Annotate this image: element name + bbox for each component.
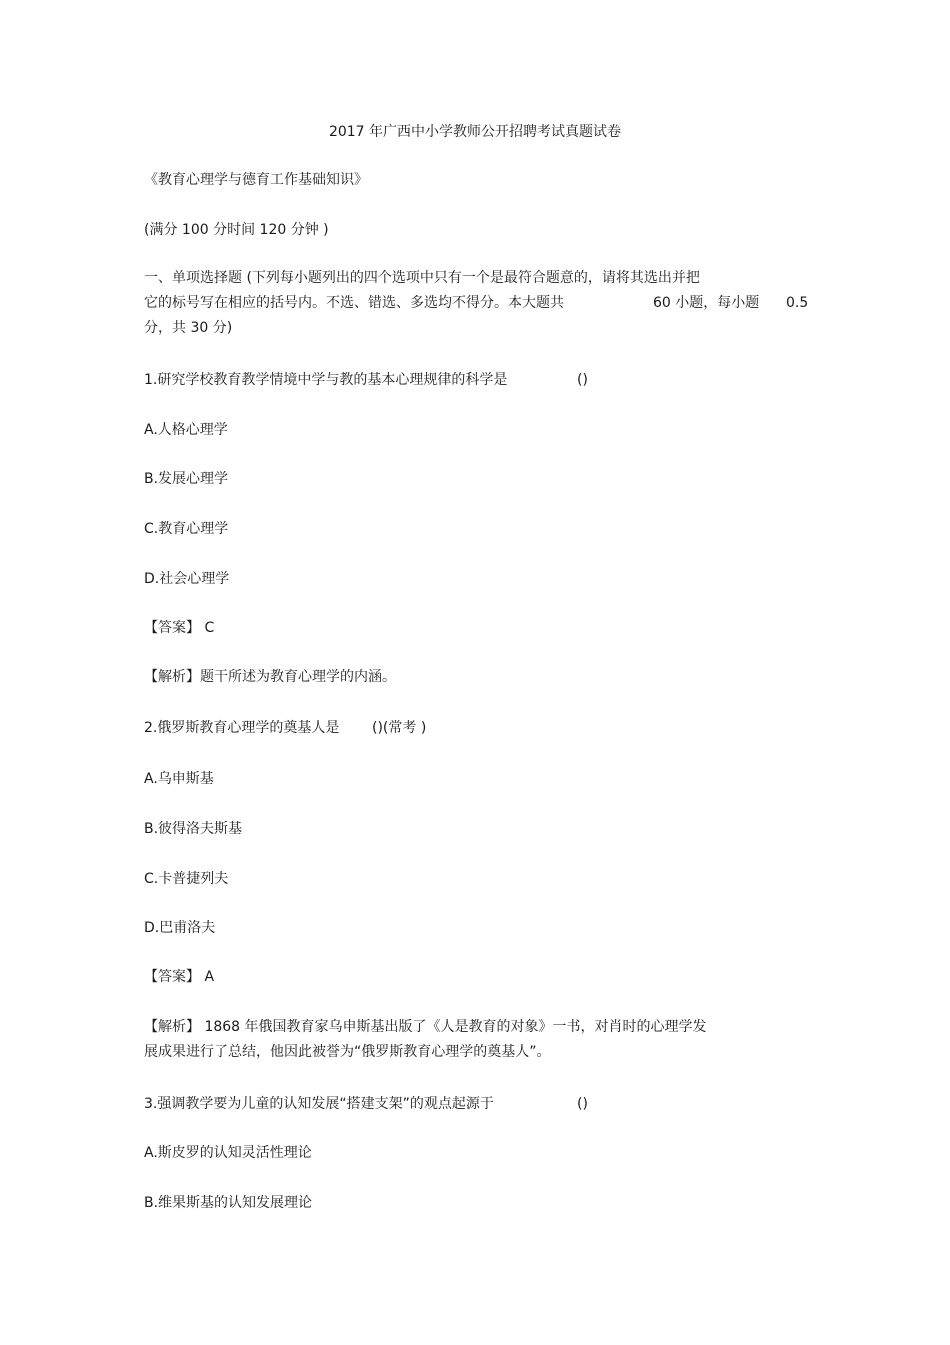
instructions-line2-c: 0.5: [786, 295, 809, 311]
doc-subject: 《教育心理学与德育工作基础知识》: [144, 172, 368, 188]
instructions-line2-b: 60 小题，每小题: [653, 295, 760, 311]
doc-title: 2017 年广西中小学教师公开招聘考试真题试卷: [328, 124, 622, 140]
q3-stem-text: 3.强调教学要为儿童的认知发展“搭建支架”的观点起源于: [144, 1096, 494, 1112]
q1-option-a: A.人格心理学: [144, 422, 228, 438]
q2-stem: [144, 721, 444, 735]
q3-option-b: B.维果斯基的认知发展理论: [144, 1195, 313, 1211]
instructions-line1: 一、单项选择题 (下列每小题列出的四个选项中只有一个是最符合题意的，请将其选出并把: [144, 270, 700, 286]
q1-paren: (): [577, 372, 588, 388]
q2-analysis-line1: 【解析】 1868 年俄国教育家乌申斯基出版了《人是教育的对象》一书，对肖时的心理学发: [144, 1019, 707, 1035]
q2-option-c: C.卡普捷列夫: [144, 871, 229, 887]
q1-option-c: C.教育心理学: [144, 521, 229, 537]
q1-stem-text: 1.研究学校教育教学情境中学与教的基本心理规律的科学是: [144, 372, 508, 388]
q1-option-d: D.社会心理学: [144, 571, 230, 587]
q1-stem: [144, 373, 614, 387]
q3-stem: [144, 1097, 614, 1111]
q2-option-b: B.彼得洛夫斯基: [144, 821, 243, 837]
q3-paren: (): [577, 1096, 588, 1112]
q1-option-b: B.发展心理学: [144, 471, 229, 487]
q1-answer: 【答案】 C: [144, 620, 215, 636]
instructions-line3: 分，共 30 分): [144, 320, 233, 336]
q2-answer: 【答案】 A: [144, 969, 215, 985]
q2-analysis-line2: 展成果进行了总结，他因此被誉为“俄罗斯教育心理学的奠基人”。: [144, 1044, 551, 1060]
q1-analysis: 【解析】题干所述为教育心理学的内涵。: [144, 669, 396, 685]
q2-option-d: D.巴甫洛夫: [144, 920, 216, 936]
instructions-line2-a: 它的标号写在相应的括号内。不选、错选、多选均不得分。本大题共: [144, 295, 564, 311]
score-time: (满分 100 分时间 120 分钟 ): [144, 222, 329, 238]
q2-option-a: A.乌申斯基: [144, 771, 214, 787]
q2-stem-text: 2.俄罗斯教育心理学的奠基人是: [144, 720, 340, 736]
q2-paren: ()(常考 ): [372, 720, 427, 736]
instructions-line2: [144, 296, 814, 310]
q3-option-a: A.斯皮罗的认知灵活性理论: [144, 1145, 312, 1161]
